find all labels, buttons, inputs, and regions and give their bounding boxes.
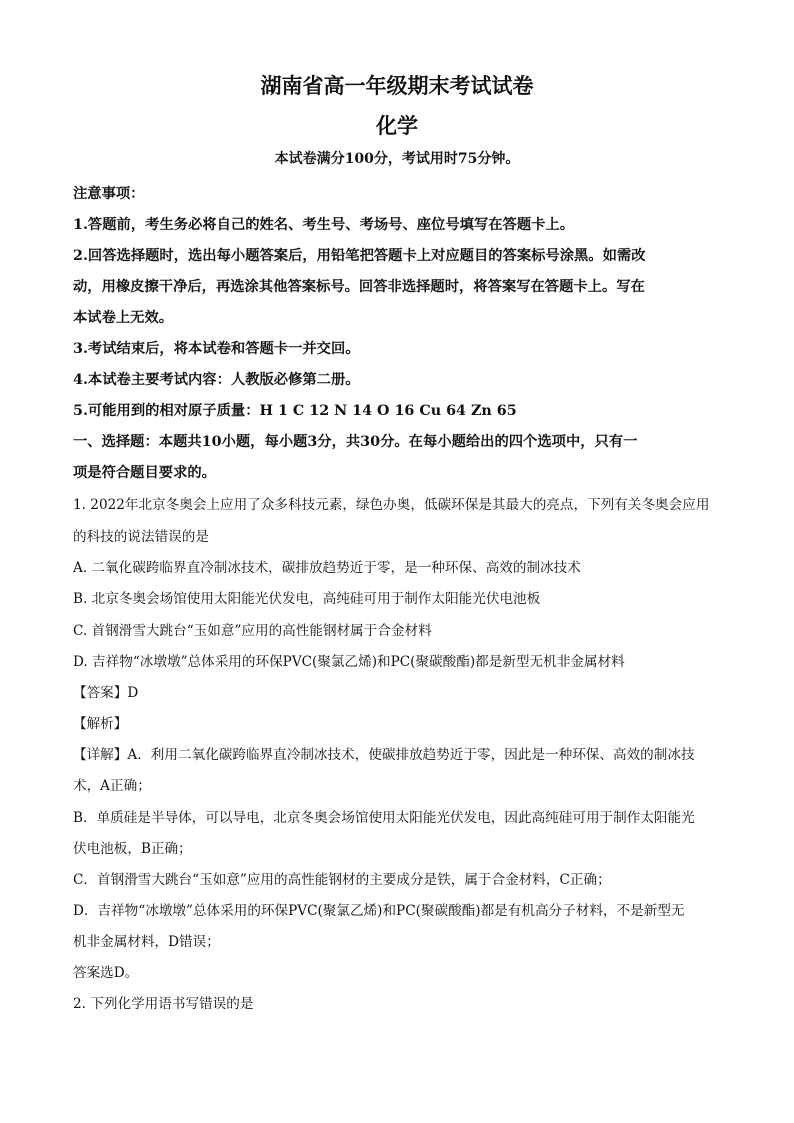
page-title: 湖南省高一年级期末考试试卷 <box>260 73 534 98</box>
answer-label: 【答案】D <box>73 685 139 701</box>
note-line: 1.答题前，考生务必将自己的姓名、考生号、考场号、座位号填写在答题卡上。 <box>73 217 575 233</box>
question-stem: 2. 下列化学用语书写错误的是 <box>73 996 254 1012</box>
note-line: 4.本试卷主要考试内容：人教版必修第二册。 <box>73 372 360 388</box>
analysis-heading: 【解析】 <box>73 716 128 732</box>
question-stem: 1. 2022年北京冬奥会上应用了众多科技元素，绿色办奥，低碳环保是其最大的亮点，下列有关冬奥会应用 <box>73 497 710 513</box>
option-b: B. 北京冬奥会场馆使用太阳能光伏发电，高纯硅可用于制作太阳能光伏电池板 <box>73 591 541 607</box>
note-line: 2.回答选择题时，选出每小题答案后，用铅笔把答题卡上对应题目的答案标号涂黑。如需改 <box>73 248 646 264</box>
section-heading: 项是符合题目要求的。 <box>73 465 216 481</box>
note-line: 动，用橡皮擦干净后，再选涂其他答案标号。回答非选择题时，将答案写在答题卡上。写在 <box>73 279 645 295</box>
analysis-line: C．首钢滑雪大跳台“玉如意”应用的高性能钢材的主要成分是铁，属于合金材料，C正确； <box>73 872 611 888</box>
analysis-line: 答案选D。 <box>73 965 139 981</box>
analysis-line: 伏电池板，B正确； <box>73 841 192 857</box>
analysis-line: B．单质硅是半导体，可以导电，北京冬奥会场馆使用太阳能光伏发电，因此高纯硅可用于制作太阳能光 <box>73 810 695 826</box>
question-stem: 的科技的说法错误的是 <box>73 529 209 545</box>
section-heading: 一、选择题：本题共10小题，每小题3分，共30分。在每小题给出的四个选项中，只有一 <box>73 434 638 450</box>
option-d: D. 吉祥物“冰墩墩”总体采用的环保PVC(聚氯乙烯)和PC(聚碳酸酯)都是新型无机非金属材料 <box>73 654 625 670</box>
note-line: 3.考试结束后，将本试卷和答题卡一并交回。 <box>73 341 360 357</box>
notes-heading: 注意事项： <box>73 186 145 202</box>
analysis-line: 机非金属材料，D错误； <box>73 934 220 950</box>
note-line: 5.可能用到的相对原子质量：H 1 C 12 N 14 O 16 Cu 64 Zn 65 <box>73 403 517 419</box>
analysis-line: 【详解】A．利用二氧化碳跨临界直冷制冰技术，使碳排放趋势近于零，因此是一种环保、高效的制冰技 <box>73 747 695 763</box>
analysis-line: D．吉祥物“冰墩墩”总体采用的环保PVC(聚氯乙烯)和PC(聚碳酸酯)都是有机高分子材料，不是新型无 <box>73 903 685 919</box>
option-a: A. 二氧化碳跨临界直冷制冰技术，碳排放趋势近于零，是一种环保、高效的制冰技术 <box>73 560 581 576</box>
note-line: 本试卷上无效。 <box>73 310 174 326</box>
analysis-line: 术，A正确； <box>73 778 151 794</box>
option-c: C. 首钢滑雪大跳台“玉如意”应用的高性能钢材属于合金材料 <box>73 623 432 639</box>
subject-title: 化学 <box>376 113 418 138</box>
exam-info: 本试卷满分100分，考试用时75分钟。 <box>274 151 520 167</box>
